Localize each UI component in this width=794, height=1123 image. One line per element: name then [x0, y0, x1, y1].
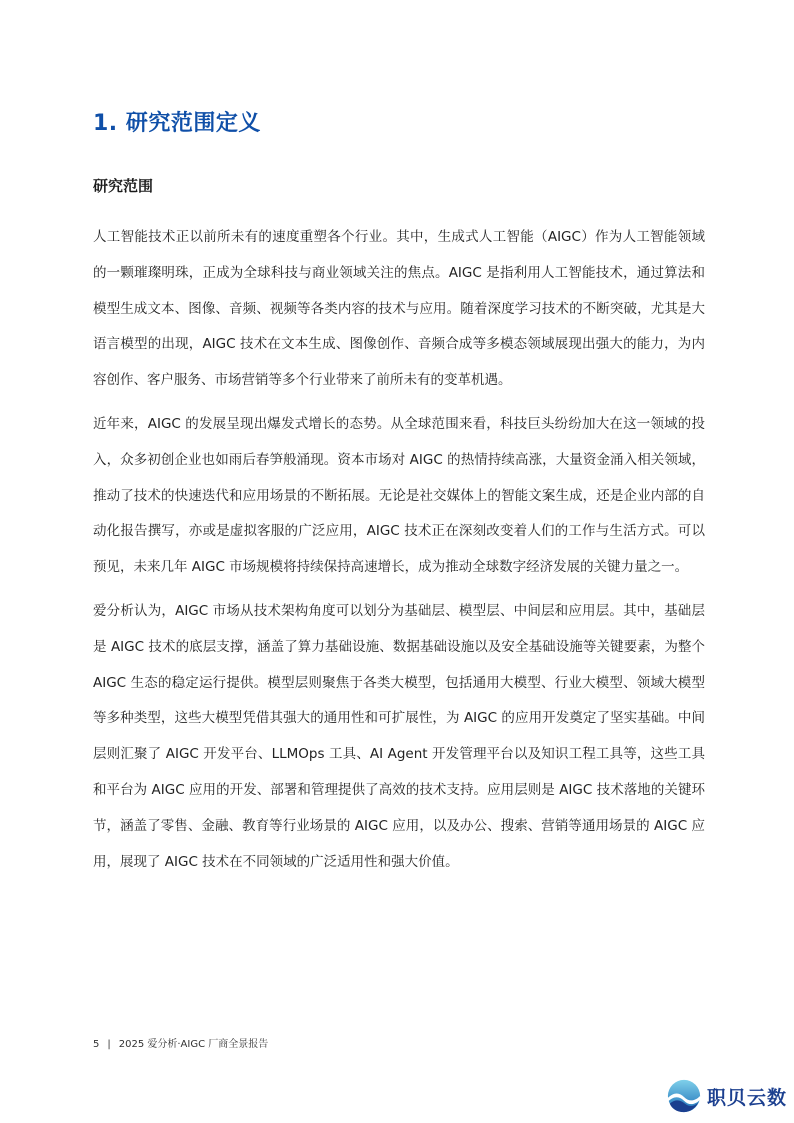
- paragraph-growth: 近年来，AIGC 的发展呈现出爆发式增长的态势。从全球范围来看，科技巨头纷纷加大在这一领域的投入，众多初创企业也如雨后春笋般涌现。资本市场对 AIGC 的热情持续高涨，大量资金涌入相关领域，推动了技术的快速迭代和应用场景的不断拓展。无论是社交媒体上的智能文案生成，还是企业内部的自动化报告撰写，亦或是虚拟客服的广泛应用，AIGC 技术正在深刻改变着人们的工作与生活方式。可以预见，未来几年 AIGC 市场规模将持续保持高速增长，成为推动全球数字经济发展的关键力量之一。: [93, 415, 705, 576]
- footer-separator: |: [107, 1039, 111, 1050]
- wave-globe-icon: [665, 1078, 703, 1114]
- paragraph-architecture: 爱分析认为，AIGC 市场从技术架构角度可以划分为基础层、模型层、中间层和应用层。其中，基础层是 AIGC 技术的底层支撑，涵盖了算力基础设施、数据基础设施以及安全基础设施等关键要素，为整个 AIGC 生态的稳定运行提供。模型层则聚焦于各类大模型，包括通用大模型、行业大模型、领域大模型等多种类型，这些大模型凭借其强大的通用性和可扩展性，为 AIGC 的应用开发奠定了坚实基础。中间层则汇聚了 AIGC 开发平台、LLMOps 工具、AI Agent 开发管理平台以及知识工程工具等，这些工具和平台为 AIGC 应用的开发、部署和管理提供了高效的技术支持。应用层则是 AIGC 技术落地的关键环节，涵盖了零售、金融、教育等行业场景的 AIGC 应用，以及办公、搜索、营销等通用场景的 AIGC 应用，展现了 AIGC 技术在不同领域的广泛适用性和强大价值。: [93, 602, 705, 870]
- page-number: 5: [93, 1039, 100, 1050]
- brand-logo: [665, 1078, 787, 1114]
- report-name: 2025 爱分析·AIGC 厂商全景报告: [118, 1039, 269, 1050]
- section-title: 1. 研究范围定义: [93, 111, 261, 136]
- page-footer: [93, 1035, 268, 1050]
- paragraph-intro: 人工智能技术正以前所未有的速度重塑各个行业。其中，生成式人工智能（AIGC）作为人工智能领域的一颗璀璨明珠，正成为全球科技与商业领域关注的焦点。AIGC 是指利用人工智能技术，通过算法和模型生成文本、图像、音频、视频等各类内容的技术与应用。随着深度学习技术的不断突破，尤其是大语言模型的出现，AIGC 技术在文本生成、图像创作、音频合成等多模态领域展现出强大的能力，为内容创作、客户服务、市场营销等多个行业带来了前所未有的变革机遇。: [93, 229, 705, 389]
- brand-name: 职贝云数: [707, 1086, 788, 1109]
- subsection-title: 研究范围: [93, 177, 154, 195]
- body-content: [93, 220, 705, 888]
